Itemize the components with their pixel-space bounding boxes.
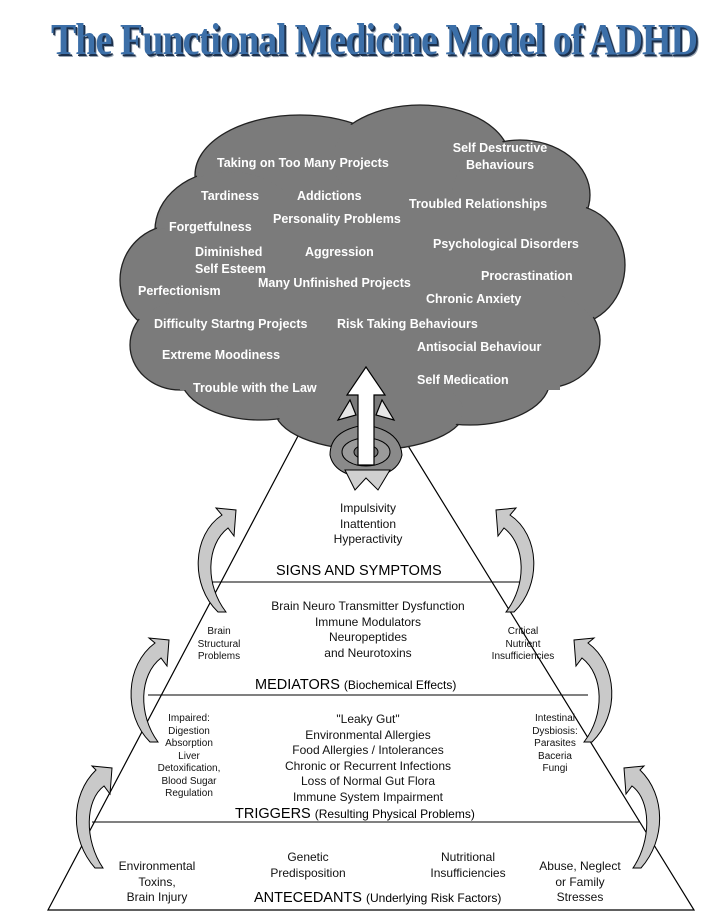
antecedant-item: [256, 850, 360, 881]
page-title: The Functional Medicine Model of ADHD: [50, 15, 698, 64]
mediators-right-note: [486, 626, 560, 664]
note-line: Insufficiencies: [491, 651, 555, 662]
mediator-item: Immune Modulators: [314, 614, 422, 629]
antecedant-item: [105, 859, 209, 906]
level-mediators-label: [255, 677, 456, 693]
antecedant-line: or Family: [555, 874, 605, 889]
trigger-item: Immune System Impairment: [292, 789, 444, 804]
trigger-item: "Leaky Gut": [336, 712, 400, 726]
note-line: Liver: [178, 750, 200, 762]
note-line: Digestion: [168, 725, 210, 737]
antecedant-line: Abuse, Neglect: [539, 859, 621, 873]
level-signs-label: SIGNS AND SYMPTOMS: [276, 563, 442, 579]
note-line: Problems: [197, 651, 241, 662]
antecedant-line: Environmental: [118, 859, 196, 873]
triggers-items: [258, 712, 478, 805]
symptom-label: Impulsivity: [339, 501, 396, 515]
cloud-item: Risk Taking Behaviours: [337, 317, 478, 331]
note-line: Dysbiosis:: [532, 725, 578, 737]
level-triggers-label: [235, 806, 475, 822]
triggers-left-note: [152, 713, 226, 801]
symptom-label: Inattention: [339, 516, 397, 531]
cloud-item: Personality Problems: [273, 212, 401, 226]
cloud-item: Antisocial Behaviour: [417, 340, 542, 354]
antecedant-line: Toxins,: [138, 874, 176, 889]
note-line: Nutrient: [505, 638, 541, 650]
mediator-item: and Neurotoxins: [324, 645, 412, 660]
note-line: Detoxification,: [157, 763, 221, 774]
cloud-item: Tardiness: [201, 189, 260, 203]
level-title: TRIGGERS: [235, 806, 311, 822]
antecedant-line: Genetic: [287, 850, 329, 864]
antecedant-line: Brain Injury: [126, 890, 188, 904]
cloud-item: Procrastination: [481, 269, 573, 283]
antecedant-line: Predisposition: [270, 865, 346, 880]
antecedant-item: [528, 859, 632, 906]
level-subtitle: (Resulting Physical Problems): [314, 807, 475, 821]
mediator-item: Neuropeptides: [328, 630, 408, 644]
level-title: MEDIATORS: [255, 677, 340, 693]
antecedant-line: Nutritional: [440, 850, 496, 864]
note-line: Blood Sugar: [161, 775, 217, 787]
note-line: Regulation: [165, 788, 213, 799]
core-symptoms: [318, 501, 418, 548]
level-subtitle: (Biochemical Effects): [343, 678, 457, 692]
antecedant-line: Stresses: [556, 890, 604, 904]
note-line: Baceria: [538, 750, 572, 762]
level-antecedants-label: [254, 890, 501, 906]
cloud-item: Self Medication: [417, 373, 509, 387]
level-subtitle: (Underlying Risk Factors): [366, 891, 502, 905]
note-line: Parasites: [534, 738, 576, 749]
cloud-item: Difficulty Startng Projects: [154, 317, 308, 331]
cloud-item: Trouble with the Law: [193, 381, 317, 395]
trigger-item: Loss of Normal Gut Flora: [300, 774, 436, 788]
mediators-items: [248, 599, 488, 661]
note-line: Fungi: [542, 763, 568, 774]
symptom-label: Hyperactivity: [333, 532, 403, 546]
triggers-right-note: [522, 713, 588, 776]
cloud-item: Diminished Self Esteem: [195, 245, 266, 276]
cloud-item: Chronic Anxiety: [426, 292, 522, 306]
cloud-item: Perfectionism: [138, 284, 221, 298]
cloud-item: Aggression: [305, 245, 374, 259]
cloud-item: Addictions: [297, 189, 362, 203]
note-line: Structural: [197, 638, 241, 650]
cloud-item: Taking on Too Many Projects: [217, 156, 389, 170]
mediator-item: Brain Neuro Transmitter Dysfunction: [271, 599, 465, 613]
note-line: Impaired:: [168, 713, 210, 724]
cloud-item: Many Unfinished Projects: [258, 276, 411, 290]
cloud-item: Self Destructive Behaviours: [452, 141, 548, 172]
cloud-item: Psychological Disorders: [433, 237, 579, 251]
note-line: Critical: [507, 626, 539, 637]
cloud-item: Troubled Relationships: [409, 197, 548, 211]
trigger-item: Food Allergies / Intolerances: [292, 743, 444, 757]
level-title: ANTECEDANTS: [254, 890, 362, 906]
trigger-item: Environmental Allergies: [305, 727, 431, 742]
note-line: Brain: [207, 626, 231, 637]
trigger-item: Chronic or Recurrent Infections: [284, 758, 452, 773]
note-line: Absorption: [165, 738, 213, 749]
antecedant-item: [416, 850, 520, 881]
antecedant-line: Insufficiencies: [430, 865, 506, 880]
cloud-item: Extreme Moodiness: [162, 348, 281, 362]
cloud-item: Forgetfulness: [169, 220, 252, 234]
mediators-left-note: [186, 626, 252, 664]
note-line: Intestinal: [534, 713, 576, 724]
